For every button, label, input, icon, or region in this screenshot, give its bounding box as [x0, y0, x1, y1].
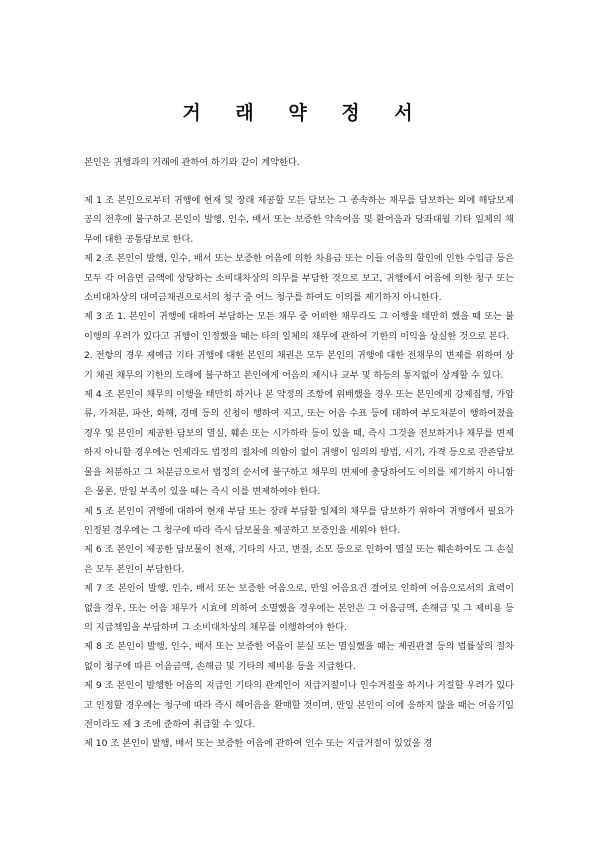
article-8: 제 8 조 본인이 발행, 인수, 배서 또는 보증한 어음이 분실 또는 멸실했을 때는 제권판결 등의 법률상의 절차없이 청구에 따른 어음금액, 손해금 및 기타의 제비용 등을 지급한다. [84, 641, 514, 672]
article-6: 제 6 조 본인이 제공한 담보물이 천재, 기타의 사고, 변질, 소모 등으로 인하여 멸실 또는 훼손하여도 그 손실은 모두 본인이 부담한다. [84, 544, 514, 575]
contract-body [84, 191, 514, 754]
article-4: 제 4 조 본인이 채무의 이행을 태만히 하거나 본 약정의 조항에 위배했을 경우 또는 본인에게 강제집행, 가압류, 가처분, 파산, 화해, 경매 등의 신청이 행하여 지고, 또는 어음 수표 등에 대하여 부도처분이 행하여졌을 경우 및 본인이 제공한 담보의 멸실, 훼손 또는 시가하락 등이 있을 때, 즉시 그것을 전보하거나 채무를 변제하지 아니할 경우에는 언제라도 법정의 절차에 의함이 없이 귀행이 임의의 방법, 시기, 가격 등으로 잔존담보물을 처분하고 그 처분금으로서 법정의 순서에 불구하고 채무의 변제에 충당하여도 이의를 제기하지 아니함은 물론, 만일 부족이 있을 때는 즉시 이를 변제하여야 한다. [84, 389, 514, 498]
article-5: 제 5 조 본인이 귀행에 대하여 현재 부담 또는 장래 부담할 일체의 채무를 담보하기 위하여 귀행에서 필요가 인정된 경우에는 그 청구에 따라 즉시 담보물을 제공하고 보증인을 세워야 한다. [84, 505, 514, 536]
article-3-clause-1: 제 3 조 1. 본인이 귀행에 대하여 부담하는 모든 채무 중 어떠한 채무라도 그 이행을 태만히 했을 때 또는 불이행의 우려가 있다고 귀행이 인정했을 때는 타의 일체의 채무에 관하여 기한의 이익을 상실한 것으로 본다. [84, 311, 514, 342]
article-9: 제 9 조 본인이 발행한 어음의 지급인 기타의 관계인이 지급거절이나 인수거절을 하거나 거절할 우려가 있다고 인정할 경우에는 청구에 따라 즉시 해어음을 환매할 것이며, 만일 본인이 이에 응하지 않을 때는 어음기일 전이라도 제 3 조에 준하여 취급할 수 있다. [84, 680, 514, 730]
article-1: 제 1 조 본인으로부터 귀행에 현재 및 장래 제공할 모든 담보는 그 종속하는 채무를 담보하는 외에 해담보제공의 전후에 불구하고 본인이 발행, 인수, 배서 또는 보증한 약속어음 및 환어음과 당좌대월 기타 일체의 채무에 대한 공통담보로 한다. [84, 195, 514, 245]
article-3-clause-2: 2. 전항의 경우 제예금 기타 귀행에 대한 본인의 채권은 모두 본인의 귀행에 대한 전채무의 변제를 위하여 상기 채권 채무의 기한의 도래에 불구하고 본인에게 어음의 제시나 교부 및 하등의 통지없이 상계할 수 있다. [84, 350, 514, 381]
intro-text: 본인은 귀행과의 거래에 관하여 하기와 같이 계약한다. [84, 157, 300, 168]
document-title: 거 래 약 정 서 [182, 102, 427, 124]
article-2: 제 2 조 본인이 발행, 인수, 배서 또는 보증한 어음에 의한 차용금 또는 이들 어음의 할인에 인한 수입금 등은 모두 각 어음면 금액에 상당하는 소비대차상의 의무를 부담한 것으로 보고, 귀행에서 어음에 의한 청구 또는 소비대차상의 대여금채권으로서의 청구 중 어느 청구를 하여도 이의를 제기하지 아니한다. [84, 253, 514, 304]
article-7: 제 7 조 본인이 발행, 인수, 배서 또는 보증한 어음으로, 만일 어음요건 결여로 인하여 어음으로서의 효력이 없을 경우, 또는 어음 채무가 시효에 의하여 소멸했을 경우에는 본인은 그 어음금액, 손해금 및 그 제비용 등의 지급책임을 부담하며 그 소비대차상의 채무를 이행하여야 한다. [84, 583, 514, 633]
article-10: 제 10 조 본인이 발행, 배서 또는 보증한 어음에 관하여 인수 또는 지급거절이 있었을 경 [84, 738, 433, 750]
